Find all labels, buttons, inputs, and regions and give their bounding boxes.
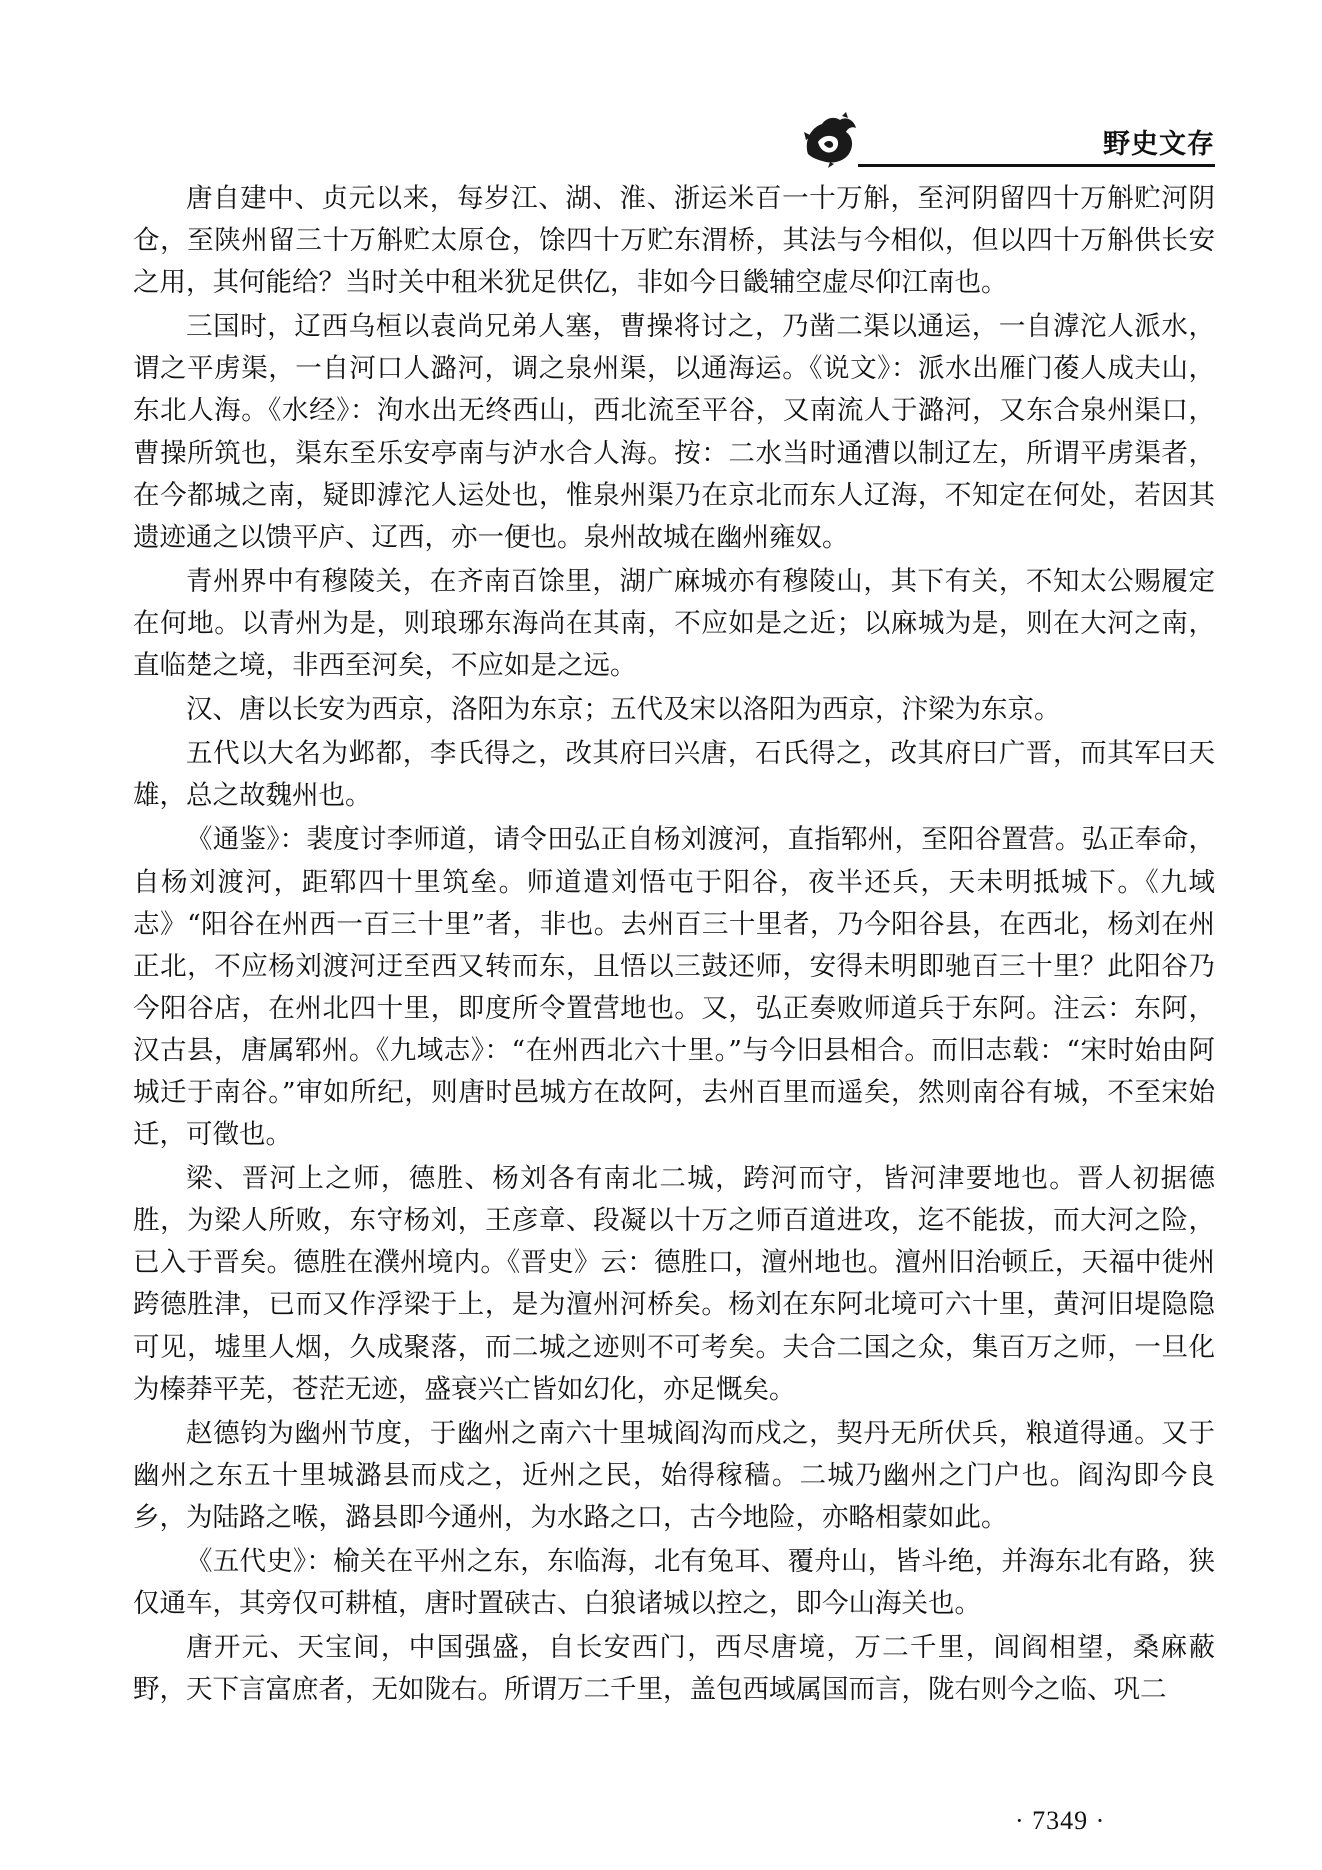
paragraph: 唐开元、天宝间，中国强盛，自长安西门，西尽唐境，万二千里，闾阎相望，桑麻蔽野，天下言富庶者，无如陇右。所谓万二千里，盖包西域属国而言，陇右则今之临、巩二 (133, 1632, 1215, 1706)
dragon-emblem-icon (800, 112, 862, 168)
paragraph: 梁、晋河上之师，德胜、杨刘各有南北二城，跨河而守，皆河津要地也。晋人初据德胜，为梁人所败，东守杨刘，王彦章、段凝以十万之师百道进攻，迄不能拔，而大河之险，已入于晋矣。德胜在濮州境内。《晋史》云：德胜口，澶州地也。澶州旧治顿丘，天福中徙州跨德胜津，已而又作浮梁于上，是为澶州河桥矣。杨刘在东阿北境可六十里，黄河旧堤隐隐可见，墟里人烟，久成聚落，而二城之迹则不可考矣。夫合二国之众，集百万之师，一旦化为榛莽平芜，苍茫无迹，盛衰兴亡皆如幻化，亦足慨矣。 (133, 1163, 1215, 1405)
paragraph: 赵德钧为幽州节度，于幽州之南六十里城阎沟而戍之，契丹无所伏兵，粮道得通。又于幽州之东五十里城潞县而戍之，近州之民，始得稼穑。二城乃幽州之门户也。阎沟即今良乡，为陆路之喉，潞县即今通州，为水路之口，古今地险，亦略相蒙如此。 (133, 1417, 1215, 1533)
paragraph: 五代以大名为邺都，李氏得之，改其府曰兴唐，石氏得之，改其府曰广晋，而其军曰天雄，总之故魏州也。 (133, 738, 1215, 812)
paragraph: 《通鉴》：裴度讨李师道，请令田弘正自杨刘渡河，直指郓州，至阳谷置营。弘正奉命，自杨刘渡河，距郓四十里筑垒。师道遣刘悟屯于阳谷，夜半还兵，天未明抵城下。《九域志》“阳谷在州西一百三十里”者，非也。去州百三十里者，乃今阳谷县，在西北，杨刘在州正北，不应杨刘渡河迂至西又转而东，且悟以三鼓还师，安得未明即驰百三十里？此阳谷乃今阳谷店，在州北四十里，即度所令置营地也。又，弘正奏败师道兵于东阿。注云：东阿，汉古县，唐属郓州。《九域志》：“在州西北六十里。”与今旧县相合。而旧志载：“宋时始由阿城迁于南谷。”审如所纪，则唐时邑城方在故阿，去州百里而遥矣，然则南谷有城，不至宋始迁，可徵也。 (133, 824, 1215, 1151)
page-header (800, 112, 1215, 172)
paragraph: 汉、唐以长安为西京，洛阳为东京；五代及宋以洛阳为西京，汴梁为东京。 (186, 694, 1061, 726)
header-divider (858, 164, 1215, 167)
paragraph: 三国时，辽西乌桓以袁尚兄弟人塞，曹操将讨之，乃凿二渠以通运，一自滹沱人派水，谓之平虏渠，一自河口人潞河，调之泉州渠，以通海运。《说文》：派水出雁门葰人成夫山，东北人海。《水经》：泃水出无终西山，西北流至平谷，又南流人于潞河，又东合泉州渠口，曹操所筑也，渠东至乐安亭南与泸水合人海。按：二水当时通漕以制辽左，所谓平虏渠者，在今都城之南，疑即滹沱人运处也，惟泉州渠乃在京北而东人辽海，不知定在何处，若因其遗迹通之以馈平庐、辽西，亦一便也。泉州故城在幽州雍奴。 (133, 311, 1215, 553)
book-title: 野史文存 (1103, 129, 1215, 160)
paragraph: 唐自建中、贞元以来，每岁江、湖、淮、浙运米百一十万斛，至河阴留四十万斛贮河阴仓，至陕州留三十万斛贮太原仓，馀四十万贮东渭桥，其法与今相似，但以四十万斛供长安之用，其何能给？当时关中租米犹足供亿，非如今日畿辅空虚尽仰江南也。 (133, 183, 1215, 299)
paragraph: 《五代史》：榆关在平州之东，东临海，北有兔耳、覆舟山，皆斗绝，并海东北有路，狭仅通车，其旁仅可耕植，唐时置硖古、白狼诸城以控之，即今山海关也。 (133, 1546, 1215, 1620)
page-number: · 7349 · (1015, 1806, 1106, 1835)
page-body (133, 178, 1215, 1713)
paragraph: 青州界中有穆陵关，在齐南百馀里，湖广麻城亦有穆陵山，其下有关，不知太公赐履定在何地。以青州为是，则琅琊东海尚在其南，不应如是之近；以麻城为是，则在大河之南，直临楚之境，非西至河矣，不应如是之远。 (133, 565, 1215, 682)
